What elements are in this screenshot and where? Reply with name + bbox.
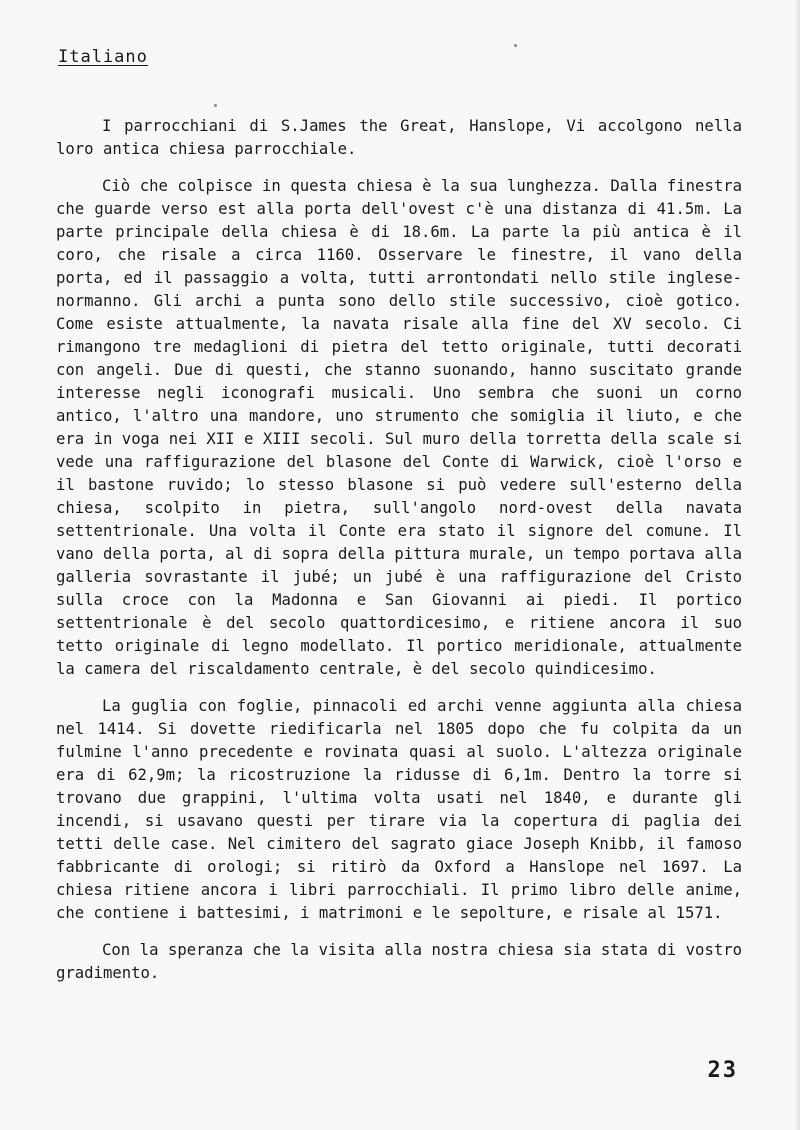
body-text: [56, 115, 742, 999]
paragraph-spire-history: La guglia con foglie, pinnacoli ed archi venne aggiunta alla chiesa nel 1414. Si dovette riedificarla nel 1805 dopo che fu colpita da un fulmine l'anno precedente e rovinata quasi al suolo. L'altezza originale era di 62,9m; la ricostruzione la ridusse di 6,1m. Dentro la torre si trovano due grappini, l'ultima volta usati nel 1840, e durante gli incendi, si usavano questi per tirare via la copertura di paglia dei tetti delle case. Nel cimitero del sagrato giace Joseph Knibb, il famoso fabbricante di orologi; si ritirò da Oxford a Hanslope nel 1697. La chiesa ritiene ancora i libri parrocchiali. Il primo libro delle anime, che contiene i battesimi, i matrimoni e le sepolture, e risale al 1571.: [56, 697, 742, 922]
page-number: 23: [707, 1058, 738, 1083]
paragraph-farewell: Con la speranza che la visita alla nostra chiesa sia stata di vostro gradimento.: [56, 941, 742, 982]
section-heading: Italiano: [58, 47, 148, 67]
paragraph-church-description: Ciò che colpisce in questa chiesa è la sua lunghezza. Dalla finestra che guarde verso est alla porta dell'ovest c'è una distanza di 41.5m. La parte principale della chiesa è di 18.6m. La parte la più antica è il coro, che risale a circa 1160. Osservare le finestre, il vano della porta, ed il passaggio a volta, tutti arrontondati nello stile inglese-normanno. Gli archi a punta sono dello stile successivo, cioè gotico. Come esiste attualmente, la navata risale alla fine del XV secolo. Ci rimangono tre medaglioni di pietra del tetto originale, tutti decorati con angeli. Due di questi, che stanno suonando, hanno suscitato grande interesse negli iconografi musicali. Uno sembra che suoni un corno antico, l'altro una mandore, uno strumento che somiglia il liuto, e che era in voga nei XII e XIII secoli. Sul muro della torretta della scale si vede una raffigurazione del blasone del Conte di Warwick, cioè l'orso e il bastone ruvido; lo stesso blasone si può vedere sull'esterno della chiesa, scolpito in pietra, sull'angolo nord-ovest della navata settentrionale. Una volta il Conte era stato il signore del comune. Il vano della porta, al di sopra della pittura murale, un tempo portava alla galleria sovrastante il jubé; un jubé è una raffigurazione del Cristo sulla croce con la Madonna e San Giovanni ai piedi. Il portico settentrionale è del secolo quattordicesimo, e ritiene ancora il suo tetto originale di legno modellato. Il portico meridionale, attualmente la camera del riscaldamento centrale, è del secolo quindicesimo.: [56, 177, 742, 678]
scan-speck: [514, 44, 517, 47]
paragraph-welcome: I parrocchiani di S.James the Great, Hanslope, Vi accolgono nella loro antica chiesa parrocchiale.: [56, 117, 742, 158]
scan-speck: [214, 104, 217, 107]
scan-edge: [794, 0, 800, 1130]
